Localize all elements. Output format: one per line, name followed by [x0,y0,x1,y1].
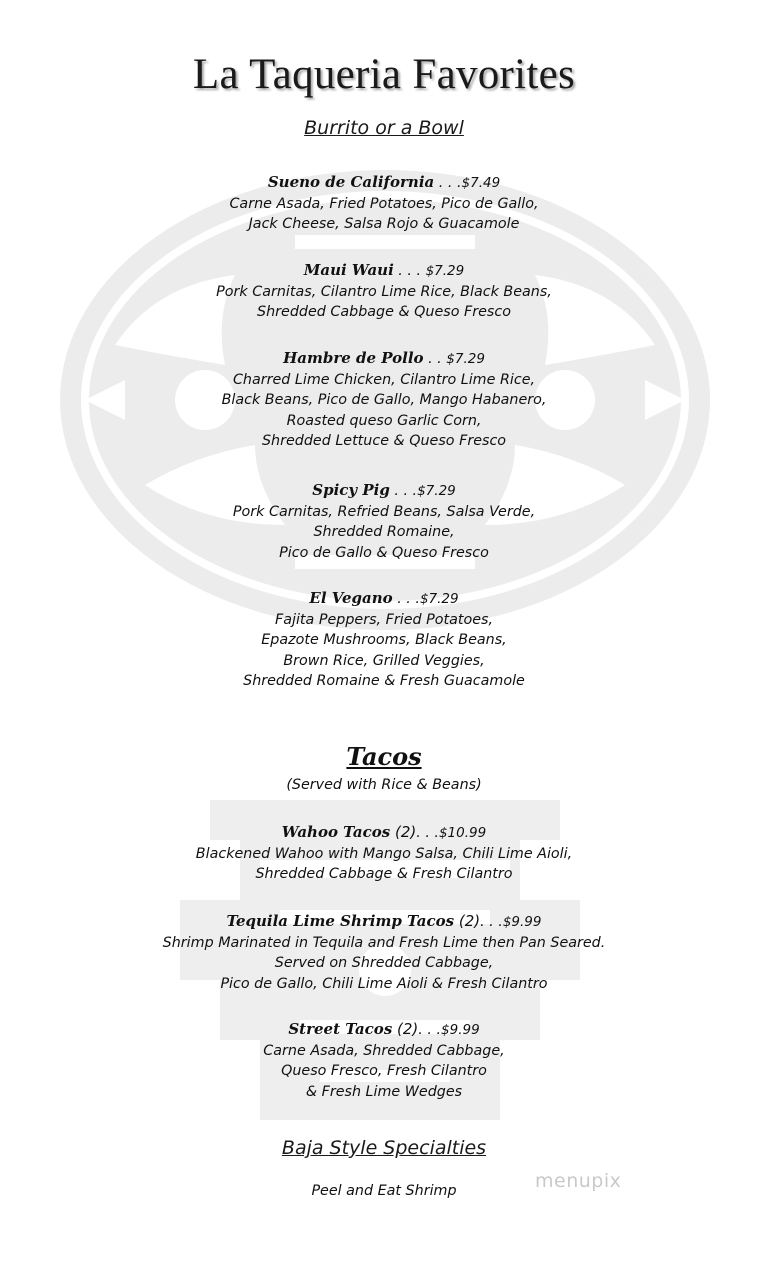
item-name: Spicy Pig [312,481,390,499]
item-desc-line: Brown Rice, Grilled Veggies, [283,652,485,669]
item-name: Street Tacos [288,1020,393,1038]
item-separator: . . . [418,1022,442,1038]
item-desc-line: Shredded Romaine & Fresh Guacamole [243,673,525,689]
item-desc-line: Jack Cheese, Salsa Rojo & Guacamole [248,216,520,232]
item-price: $7.29 [446,351,485,367]
item-name: El Vegano [309,589,393,607]
item-price: $9.99 [441,1022,480,1038]
item-desc-line: Shredded Romaine, [313,524,455,540]
section-heading-tacos: Tacos [346,742,422,771]
item-desc-line: Shredded Lettuce & Queso Fresco [261,433,507,449]
item-separator: . . [423,351,447,367]
item-price: $10.99 [438,825,487,841]
item-name: Tequila Lime Shrimp Tacos [226,912,455,930]
item-name: Hambre de Pollo [283,349,424,367]
item-desc-line: Pork Carnitas, Refried Beans, Salsa Verde, [232,503,536,520]
item-separator: . . . [480,914,503,930]
item-separator: . . . [434,175,462,191]
item-desc-line: Charred Lime Chicken, Cilantro Lime Rice, [232,371,536,388]
item-desc-line: Queso Fresco, Fresh Cilantro [281,1063,487,1079]
item-desc-line: Carne Asada, Fried Potatoes, Pico de Gallo, [229,195,539,212]
item-desc-line: Pico de Gallo & Queso Fresco [279,544,489,561]
item-desc-line: Served on Shredded Cabbage, [274,955,494,971]
item-qty: (2) [454,912,481,930]
item-desc-line: Epazote Mushrooms, Black Beans, [261,632,507,648]
item-desc-line: Blackened Wahoo with Mango Salsa, Chili Lime Aioli, [195,845,573,862]
item-separator: . . . [393,263,426,279]
menu-item [0,348,768,452]
baja-item: Peel and Eat Shrimp [311,1183,457,1199]
menu-item [0,172,768,235]
item-name: Maui Waui [303,261,394,279]
section-heading-baja: Baja Style Specialties [281,1137,487,1159]
section-heading-burrito: Burrito or a Bowl [304,117,464,139]
item-price: $7.29 [417,483,456,499]
item-separator: . . . [416,825,439,841]
menu-item [0,588,768,692]
item-separator: . . . [389,483,418,499]
item-desc-line: Shredded Cabbage & Fresh Cilantro [255,866,513,882]
item-name: Wahoo Tacos [281,823,391,841]
item-separator: . . . [392,591,420,607]
item-desc-line: Shrimp Marinated in Tequila and Fresh Lime then Pan Seared. [162,934,606,951]
section-note: (Served with Rice & Beans) [286,777,482,793]
item-price: $7.29 [425,263,465,279]
menu-item [0,1019,768,1102]
item-desc-line: Fajita Peppers, Fried Potatoes, [275,611,493,628]
item-price: $9.99 [502,914,542,930]
item-name: Sueno de California [267,173,435,191]
item-desc-line: Shredded Cabbage & Queso Fresco [257,304,511,320]
item-desc-line: Roasted queso Garlic Corn, [286,412,482,429]
item-desc-line: Pico de Gallo, Chili Lime Aioli & Fresh Cilantro [220,975,548,992]
menu-item [0,822,768,885]
menu-item [0,480,768,563]
item-desc-line: Pork Carnitas, Cilantro Lime Rice, Black Beans, [216,283,552,300]
page-title: La Taqueria Favorites [192,51,576,98]
item-desc-line: Black Beans, Pico de Gallo, Mango Habanero, [221,392,547,408]
menu-item [0,260,768,323]
item-desc-line: Carne Asada, Shredded Cabbage, [263,1042,505,1059]
menu-item [0,911,768,994]
item-price: $7.29 [419,591,459,607]
item-qty: (2) [392,1020,419,1038]
menupix-logo: menupix [535,1170,622,1192]
item-price: $7.49 [461,175,501,191]
item-desc-line: & Fresh Lime Wedges [305,1083,463,1100]
item-qty: (2) [390,823,417,841]
